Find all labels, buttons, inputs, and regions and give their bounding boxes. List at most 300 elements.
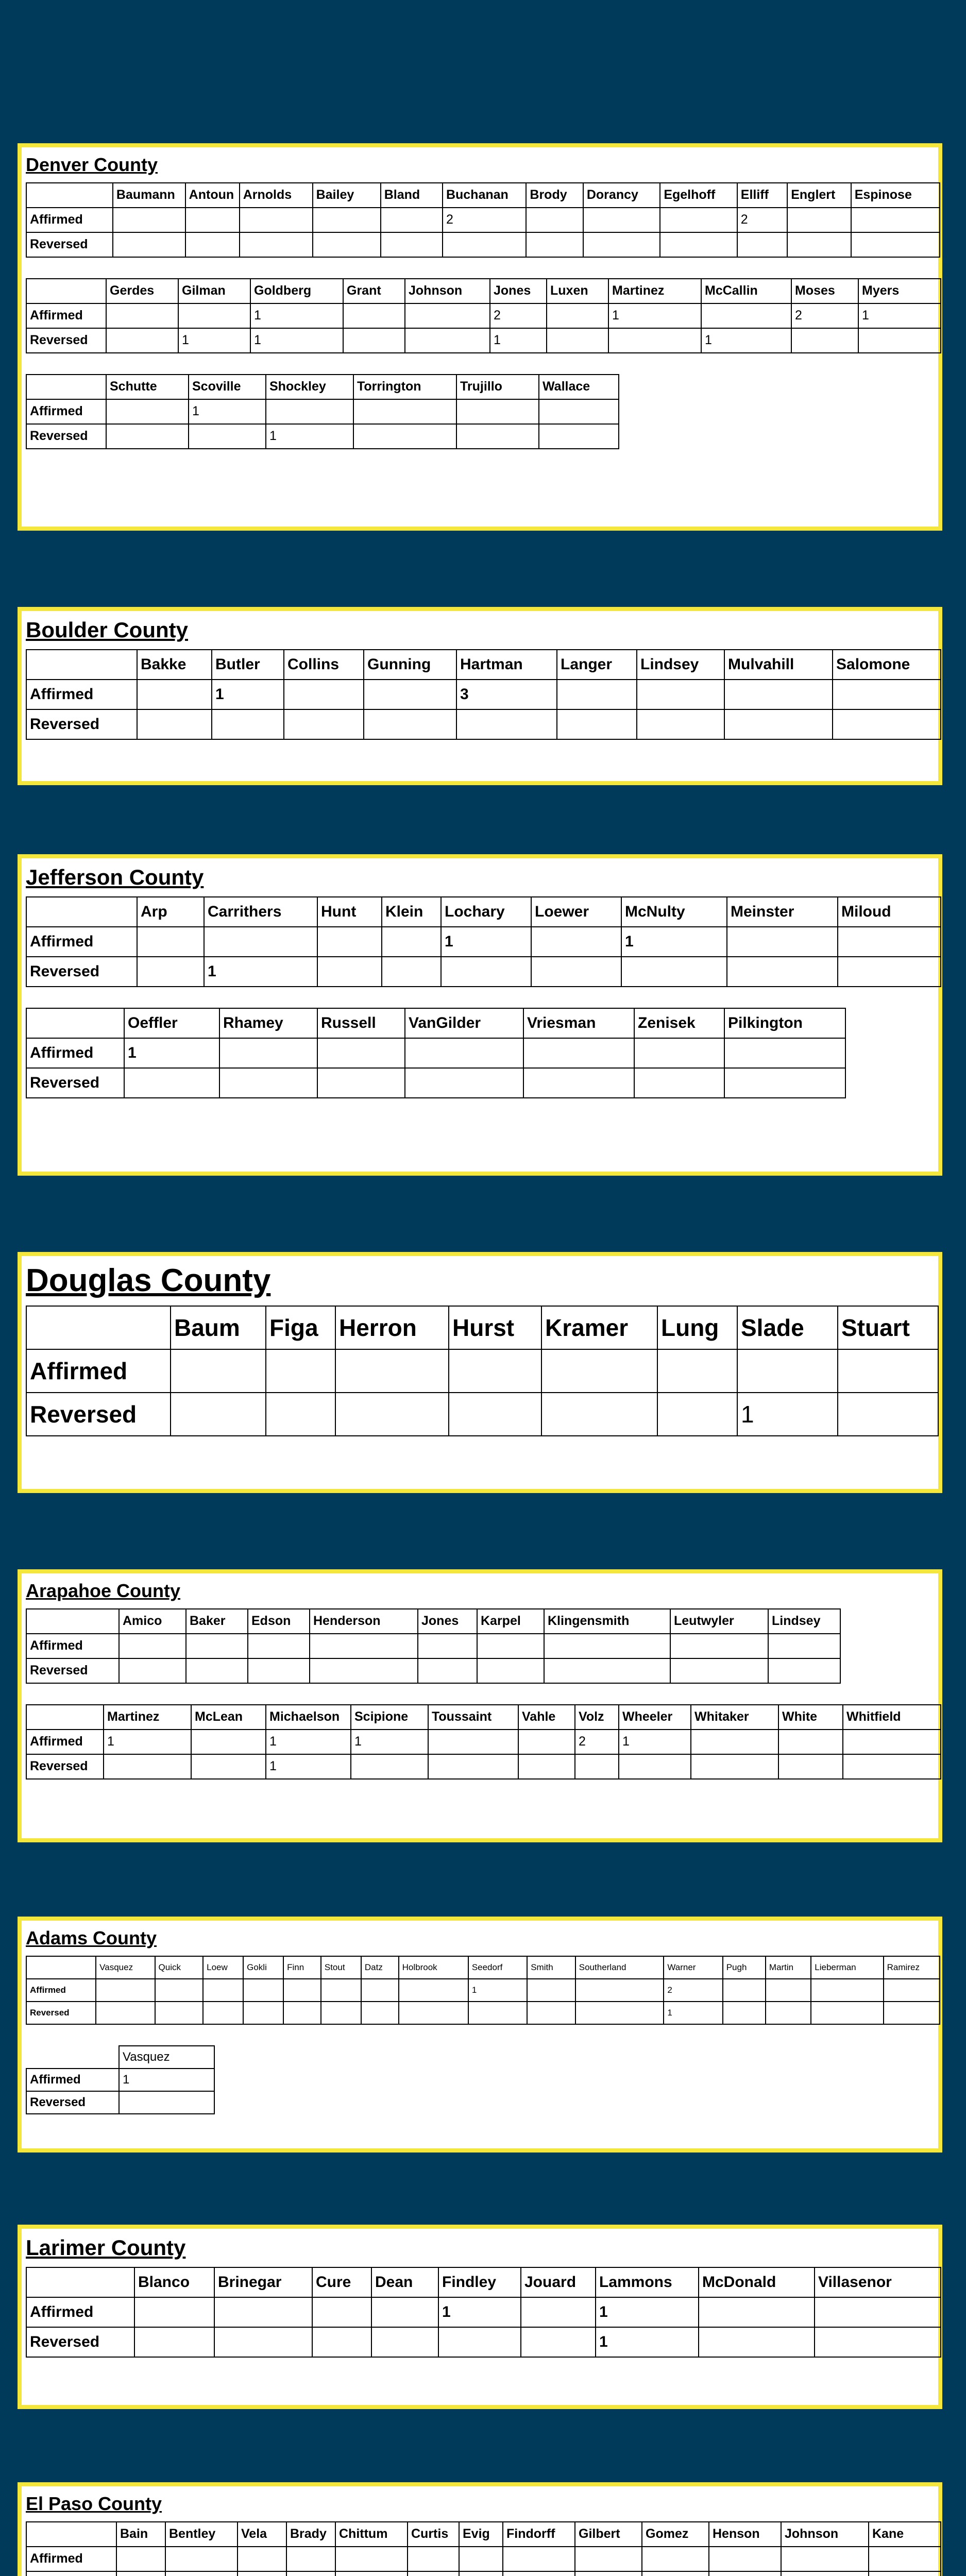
table-row bbox=[26, 1754, 941, 1779]
cell bbox=[240, 232, 313, 257]
table-row bbox=[26, 424, 619, 449]
corner-cell bbox=[26, 897, 137, 927]
cell bbox=[778, 1730, 843, 1754]
column-header: Southerland bbox=[575, 1956, 664, 1979]
corner-cell bbox=[26, 183, 113, 208]
cell bbox=[670, 1658, 768, 1683]
column-header: Johnson bbox=[405, 279, 490, 303]
table-row bbox=[26, 232, 940, 257]
column-header: Toussaint bbox=[428, 1705, 518, 1730]
cell bbox=[637, 709, 724, 739]
header-row bbox=[26, 2522, 941, 2547]
cell: 1 bbox=[608, 303, 701, 328]
cell bbox=[266, 1349, 335, 1393]
cell bbox=[575, 1979, 664, 2002]
cell: 1 bbox=[596, 2327, 699, 2357]
column-header: Holbrook bbox=[399, 1956, 468, 1979]
cell bbox=[343, 303, 405, 328]
cell bbox=[106, 328, 178, 353]
row-label: Reversed bbox=[26, 2002, 96, 2024]
cell bbox=[185, 232, 240, 257]
column-header: Schutte bbox=[106, 375, 189, 399]
header-row bbox=[26, 897, 941, 927]
cell bbox=[283, 1979, 321, 2002]
cell bbox=[541, 1349, 657, 1393]
column-header: Slade bbox=[737, 1306, 838, 1349]
column-header: Baker bbox=[186, 1609, 248, 1634]
cell bbox=[526, 208, 583, 232]
cell bbox=[155, 1979, 204, 2002]
corner-cell bbox=[26, 279, 106, 303]
column-header: Gilbert bbox=[575, 2522, 642, 2547]
cell bbox=[418, 1634, 477, 1658]
column-header: Vasquez bbox=[96, 1956, 155, 1979]
cell bbox=[165, 2547, 238, 2571]
corner-cell bbox=[26, 650, 137, 680]
cell bbox=[657, 1393, 737, 1436]
column-header: Bain bbox=[116, 2522, 165, 2547]
cell bbox=[382, 927, 441, 957]
corner-cell bbox=[26, 1705, 104, 1730]
column-header: Gilman bbox=[178, 279, 250, 303]
cell bbox=[833, 709, 941, 739]
cell bbox=[815, 2327, 941, 2357]
header-row bbox=[26, 1306, 938, 1349]
table-row bbox=[26, 927, 941, 957]
cell bbox=[518, 1754, 575, 1779]
cell bbox=[284, 680, 364, 709]
cell bbox=[119, 1658, 186, 1683]
table-row bbox=[26, 399, 619, 424]
cell bbox=[214, 2327, 312, 2357]
cell bbox=[884, 1979, 940, 2002]
row-label: Affirmed bbox=[26, 1038, 124, 1068]
cell bbox=[637, 680, 724, 709]
column-header: Jouard bbox=[521, 2267, 596, 2297]
cell bbox=[165, 2571, 238, 2576]
cell bbox=[791, 328, 858, 353]
cell: 1 bbox=[858, 303, 941, 328]
column-header: Klingensmith bbox=[544, 1609, 670, 1634]
column-header: Whitaker bbox=[691, 1705, 778, 1730]
cell bbox=[186, 1634, 248, 1658]
cell bbox=[526, 232, 583, 257]
county-title: Jefferson County bbox=[26, 865, 204, 889]
column-header: Findley bbox=[438, 2267, 521, 2297]
column-header: Antoun bbox=[185, 183, 240, 208]
county-panel-douglas bbox=[18, 1252, 942, 1493]
cell bbox=[353, 399, 456, 424]
cell bbox=[456, 399, 539, 424]
cell bbox=[371, 2297, 438, 2327]
cell bbox=[544, 1658, 670, 1683]
cell bbox=[724, 1068, 845, 1098]
column-header: Butler bbox=[212, 650, 284, 680]
cell bbox=[266, 399, 353, 424]
column-header: Carrithers bbox=[204, 897, 317, 927]
corner-cell bbox=[26, 375, 106, 399]
cell bbox=[219, 1068, 317, 1098]
cell bbox=[557, 709, 637, 739]
cell bbox=[727, 957, 838, 987]
county-title: Boulder County bbox=[26, 618, 188, 642]
row-label: Reversed bbox=[26, 424, 106, 449]
table-row bbox=[26, 2002, 940, 2024]
column-header: Edson bbox=[248, 1609, 310, 1634]
column-header: Henson bbox=[709, 2522, 781, 2547]
cell bbox=[851, 232, 940, 257]
column-header: Hunt bbox=[317, 897, 382, 927]
cell bbox=[317, 1038, 405, 1068]
table-row bbox=[26, 1634, 840, 1658]
cell: 1 bbox=[468, 1979, 527, 2002]
cell bbox=[137, 927, 204, 957]
cell bbox=[335, 1393, 449, 1436]
column-header: Martinez bbox=[608, 279, 701, 303]
cell bbox=[178, 303, 250, 328]
table-row bbox=[26, 2571, 941, 2576]
column-header: Scoville bbox=[189, 375, 266, 399]
column-header: Vela bbox=[238, 2522, 286, 2547]
corner-cell bbox=[26, 1956, 96, 1979]
header-row bbox=[26, 2267, 941, 2297]
column-header: Cure bbox=[312, 2267, 371, 2297]
row-label: Affirmed bbox=[26, 1979, 96, 2002]
cell bbox=[621, 957, 727, 987]
cell: 1 bbox=[119, 2069, 214, 2091]
column-header: Goldberg bbox=[250, 279, 343, 303]
results-table bbox=[26, 1608, 841, 1684]
table-row bbox=[26, 1730, 941, 1754]
cell bbox=[171, 1393, 266, 1436]
cell bbox=[527, 2002, 575, 2024]
row-label: Affirmed bbox=[26, 927, 137, 957]
cell bbox=[768, 1658, 840, 1683]
cell bbox=[137, 957, 204, 987]
cell bbox=[238, 2571, 286, 2576]
column-header: Vasquez bbox=[119, 2046, 214, 2069]
cell bbox=[189, 424, 266, 449]
column-header: Langer bbox=[557, 650, 637, 680]
results-table bbox=[26, 374, 619, 449]
cell bbox=[781, 2547, 869, 2571]
results-table bbox=[26, 1306, 939, 1436]
column-header: Leutwyler bbox=[670, 1609, 768, 1634]
cell bbox=[286, 2547, 335, 2571]
cell bbox=[381, 232, 443, 257]
column-header: Stuart bbox=[838, 1306, 938, 1349]
cell bbox=[766, 2002, 811, 2024]
column-header: Kane bbox=[869, 2522, 941, 2547]
corner-cell bbox=[26, 1609, 119, 1634]
cell bbox=[660, 208, 737, 232]
cell bbox=[691, 1730, 778, 1754]
county-title: Denver County bbox=[26, 154, 158, 175]
cell bbox=[583, 232, 660, 257]
cell bbox=[313, 232, 381, 257]
corner-cell bbox=[26, 2046, 119, 2069]
cell bbox=[723, 1979, 766, 2002]
column-header: Dorancy bbox=[583, 183, 660, 208]
cell bbox=[523, 1038, 634, 1068]
cell bbox=[642, 2571, 709, 2576]
column-header: Pugh bbox=[723, 1956, 766, 1979]
cell bbox=[869, 2547, 941, 2571]
column-header: White bbox=[778, 1705, 843, 1730]
column-header: Jones bbox=[490, 279, 547, 303]
row-label: Reversed bbox=[26, 2091, 119, 2114]
column-header: Lung bbox=[657, 1306, 737, 1349]
cell bbox=[219, 1038, 317, 1068]
column-header: Hurst bbox=[449, 1306, 541, 1349]
column-header: Quick bbox=[155, 1956, 204, 1979]
column-header: Bland bbox=[381, 183, 443, 208]
column-header: Arp bbox=[137, 897, 204, 927]
cell bbox=[119, 1634, 186, 1658]
cell bbox=[312, 2327, 371, 2357]
cell bbox=[418, 1658, 477, 1683]
cell bbox=[477, 1658, 544, 1683]
row-label: Affirmed bbox=[26, 208, 113, 232]
column-header: Wheeler bbox=[619, 1705, 691, 1730]
cell bbox=[699, 2297, 815, 2327]
header-row bbox=[26, 375, 619, 399]
column-header: Warner bbox=[664, 1956, 722, 1979]
county-panel-adams bbox=[18, 1917, 942, 2153]
cell bbox=[321, 1979, 361, 2002]
header-row bbox=[26, 1956, 940, 1979]
cell bbox=[768, 1634, 840, 1658]
cell bbox=[724, 709, 833, 739]
column-header: Lieberman bbox=[811, 1956, 883, 1979]
cell bbox=[709, 2547, 781, 2571]
cell bbox=[539, 424, 619, 449]
column-header: Klein bbox=[382, 897, 441, 927]
cell bbox=[335, 2547, 408, 2571]
column-header: Blanco bbox=[134, 2267, 214, 2297]
cell bbox=[335, 1349, 449, 1393]
cell bbox=[321, 2002, 361, 2024]
cell bbox=[335, 2571, 408, 2576]
cell bbox=[778, 1754, 843, 1779]
county-title: Adams County bbox=[26, 1927, 157, 1948]
column-header: Karpel bbox=[477, 1609, 544, 1634]
cell bbox=[106, 303, 178, 328]
column-header: Curtis bbox=[408, 2522, 459, 2547]
cell bbox=[547, 303, 608, 328]
table-row bbox=[26, 1068, 845, 1098]
column-header: Collins bbox=[284, 650, 364, 680]
column-header: Ramirez bbox=[884, 1956, 940, 1979]
column-header: Stout bbox=[321, 1956, 361, 1979]
cell: 1 bbox=[701, 328, 791, 353]
cell bbox=[266, 1393, 335, 1436]
table-row bbox=[26, 2297, 941, 2327]
cell bbox=[691, 1754, 778, 1779]
table-row bbox=[26, 303, 941, 328]
cell: 1 bbox=[250, 328, 343, 353]
cell bbox=[858, 328, 941, 353]
cell bbox=[699, 2327, 815, 2357]
county-panel-denver bbox=[18, 143, 942, 531]
header-row bbox=[26, 279, 941, 303]
column-header: Russell bbox=[317, 1008, 405, 1038]
cell bbox=[310, 1658, 418, 1683]
cell bbox=[701, 303, 791, 328]
cell bbox=[286, 2571, 335, 2576]
row-label: Reversed bbox=[26, 1658, 119, 1683]
cell: 1 bbox=[441, 927, 531, 957]
corner-cell bbox=[26, 1008, 124, 1038]
column-header: McDonald bbox=[699, 2267, 815, 2297]
cell bbox=[212, 709, 284, 739]
corner-cell bbox=[26, 1306, 171, 1349]
column-header: Grant bbox=[343, 279, 405, 303]
table-row bbox=[26, 2091, 214, 2114]
column-header: Brinegar bbox=[214, 2267, 312, 2297]
cell bbox=[441, 957, 531, 987]
cell bbox=[238, 2547, 286, 2571]
header-row bbox=[26, 2046, 214, 2069]
cell bbox=[214, 2297, 312, 2327]
column-header: Henderson bbox=[310, 1609, 418, 1634]
header-row bbox=[26, 1705, 941, 1730]
cell bbox=[634, 1038, 724, 1068]
column-header: Salomone bbox=[833, 650, 941, 680]
row-label: Affirmed bbox=[26, 399, 106, 424]
cell bbox=[243, 1979, 283, 2002]
cell bbox=[405, 1038, 523, 1068]
cell bbox=[737, 1349, 838, 1393]
cell bbox=[723, 2002, 766, 2024]
cell bbox=[670, 1634, 768, 1658]
row-label: Reversed bbox=[26, 957, 137, 987]
cell bbox=[619, 1754, 691, 1779]
column-header: Englert bbox=[787, 183, 851, 208]
cell bbox=[838, 1393, 938, 1436]
column-header: Vriesman bbox=[523, 1008, 634, 1038]
cell bbox=[351, 1754, 428, 1779]
cell bbox=[399, 1979, 468, 2002]
table-row bbox=[26, 2327, 941, 2357]
cell: 3 bbox=[456, 680, 557, 709]
header-row bbox=[26, 1609, 840, 1634]
cell bbox=[191, 1730, 266, 1754]
column-header: Gunning bbox=[364, 650, 456, 680]
cell: 1 bbox=[104, 1730, 191, 1754]
table-row bbox=[26, 2069, 214, 2091]
column-header: Shockley bbox=[266, 375, 353, 399]
column-header: Chittum bbox=[335, 2522, 408, 2547]
cell bbox=[575, 2571, 642, 2576]
column-header: Seedorf bbox=[468, 1956, 527, 1979]
column-header: Martinez bbox=[104, 1705, 191, 1730]
cell bbox=[575, 1754, 619, 1779]
results-table bbox=[26, 182, 940, 258]
column-header: Oeffler bbox=[124, 1008, 219, 1038]
column-header: Whitfield bbox=[843, 1705, 941, 1730]
column-header: Johnson bbox=[781, 2522, 869, 2547]
cell bbox=[838, 957, 941, 987]
cell bbox=[583, 208, 660, 232]
row-label: Affirmed bbox=[26, 303, 106, 328]
cell: 2 bbox=[490, 303, 547, 328]
column-header: Mulvahill bbox=[724, 650, 833, 680]
table-row bbox=[26, 208, 940, 232]
cell: 1 bbox=[250, 303, 343, 328]
cell bbox=[787, 232, 851, 257]
column-header: Brady bbox=[286, 2522, 335, 2547]
column-header: Smith bbox=[527, 1956, 575, 1979]
column-header: Pilkington bbox=[724, 1008, 845, 1038]
corner-cell bbox=[26, 2267, 134, 2297]
cell bbox=[531, 927, 621, 957]
corner-cell bbox=[26, 2522, 116, 2547]
cell bbox=[353, 424, 456, 449]
row-label: Affirmed bbox=[26, 2297, 134, 2327]
county-panel-el-paso bbox=[18, 2482, 942, 2576]
column-header: Buchanan bbox=[443, 183, 526, 208]
cell bbox=[137, 709, 212, 739]
cell bbox=[547, 328, 608, 353]
cell bbox=[724, 1038, 845, 1068]
county-title: Larimer County bbox=[26, 2235, 186, 2260]
column-header: Miloud bbox=[838, 897, 941, 927]
cell: 2 bbox=[443, 208, 526, 232]
cell: 1 bbox=[189, 399, 266, 424]
cell bbox=[523, 1068, 634, 1098]
cell bbox=[155, 2002, 204, 2024]
cell: 2 bbox=[791, 303, 858, 328]
cell bbox=[503, 2571, 575, 2576]
table-row bbox=[26, 1979, 940, 2002]
row-label: Reversed bbox=[26, 1393, 171, 1436]
table-row bbox=[26, 1658, 840, 1683]
cell bbox=[766, 1979, 811, 2002]
cell bbox=[408, 2571, 459, 2576]
cell bbox=[642, 2547, 709, 2571]
cell bbox=[737, 232, 787, 257]
column-header: Vahle bbox=[518, 1705, 575, 1730]
column-header: Kramer bbox=[541, 1306, 657, 1349]
cell bbox=[634, 1068, 724, 1098]
cell: 1 bbox=[266, 1754, 351, 1779]
column-header: Jones bbox=[418, 1609, 477, 1634]
cell: 1 bbox=[266, 424, 353, 449]
cell bbox=[443, 232, 526, 257]
header-row bbox=[26, 1008, 845, 1038]
cell bbox=[575, 2547, 642, 2571]
cell bbox=[660, 232, 737, 257]
cell: 1 bbox=[737, 1393, 838, 1436]
results-table bbox=[26, 1704, 941, 1780]
column-header: Gerdes bbox=[106, 279, 178, 303]
cell bbox=[544, 1634, 670, 1658]
county-panel-boulder bbox=[18, 607, 942, 785]
cell bbox=[557, 680, 637, 709]
column-header: VanGilder bbox=[405, 1008, 523, 1038]
cell bbox=[191, 1754, 266, 1779]
column-header: Michaelson bbox=[266, 1705, 351, 1730]
column-header: Torrington bbox=[353, 375, 456, 399]
row-label: Reversed bbox=[26, 232, 113, 257]
cell bbox=[243, 2002, 283, 2024]
cell bbox=[438, 2327, 521, 2357]
column-header: Espinose bbox=[851, 183, 940, 208]
cell bbox=[317, 1068, 405, 1098]
cell bbox=[203, 2002, 243, 2024]
cell: 2 bbox=[575, 1730, 619, 1754]
